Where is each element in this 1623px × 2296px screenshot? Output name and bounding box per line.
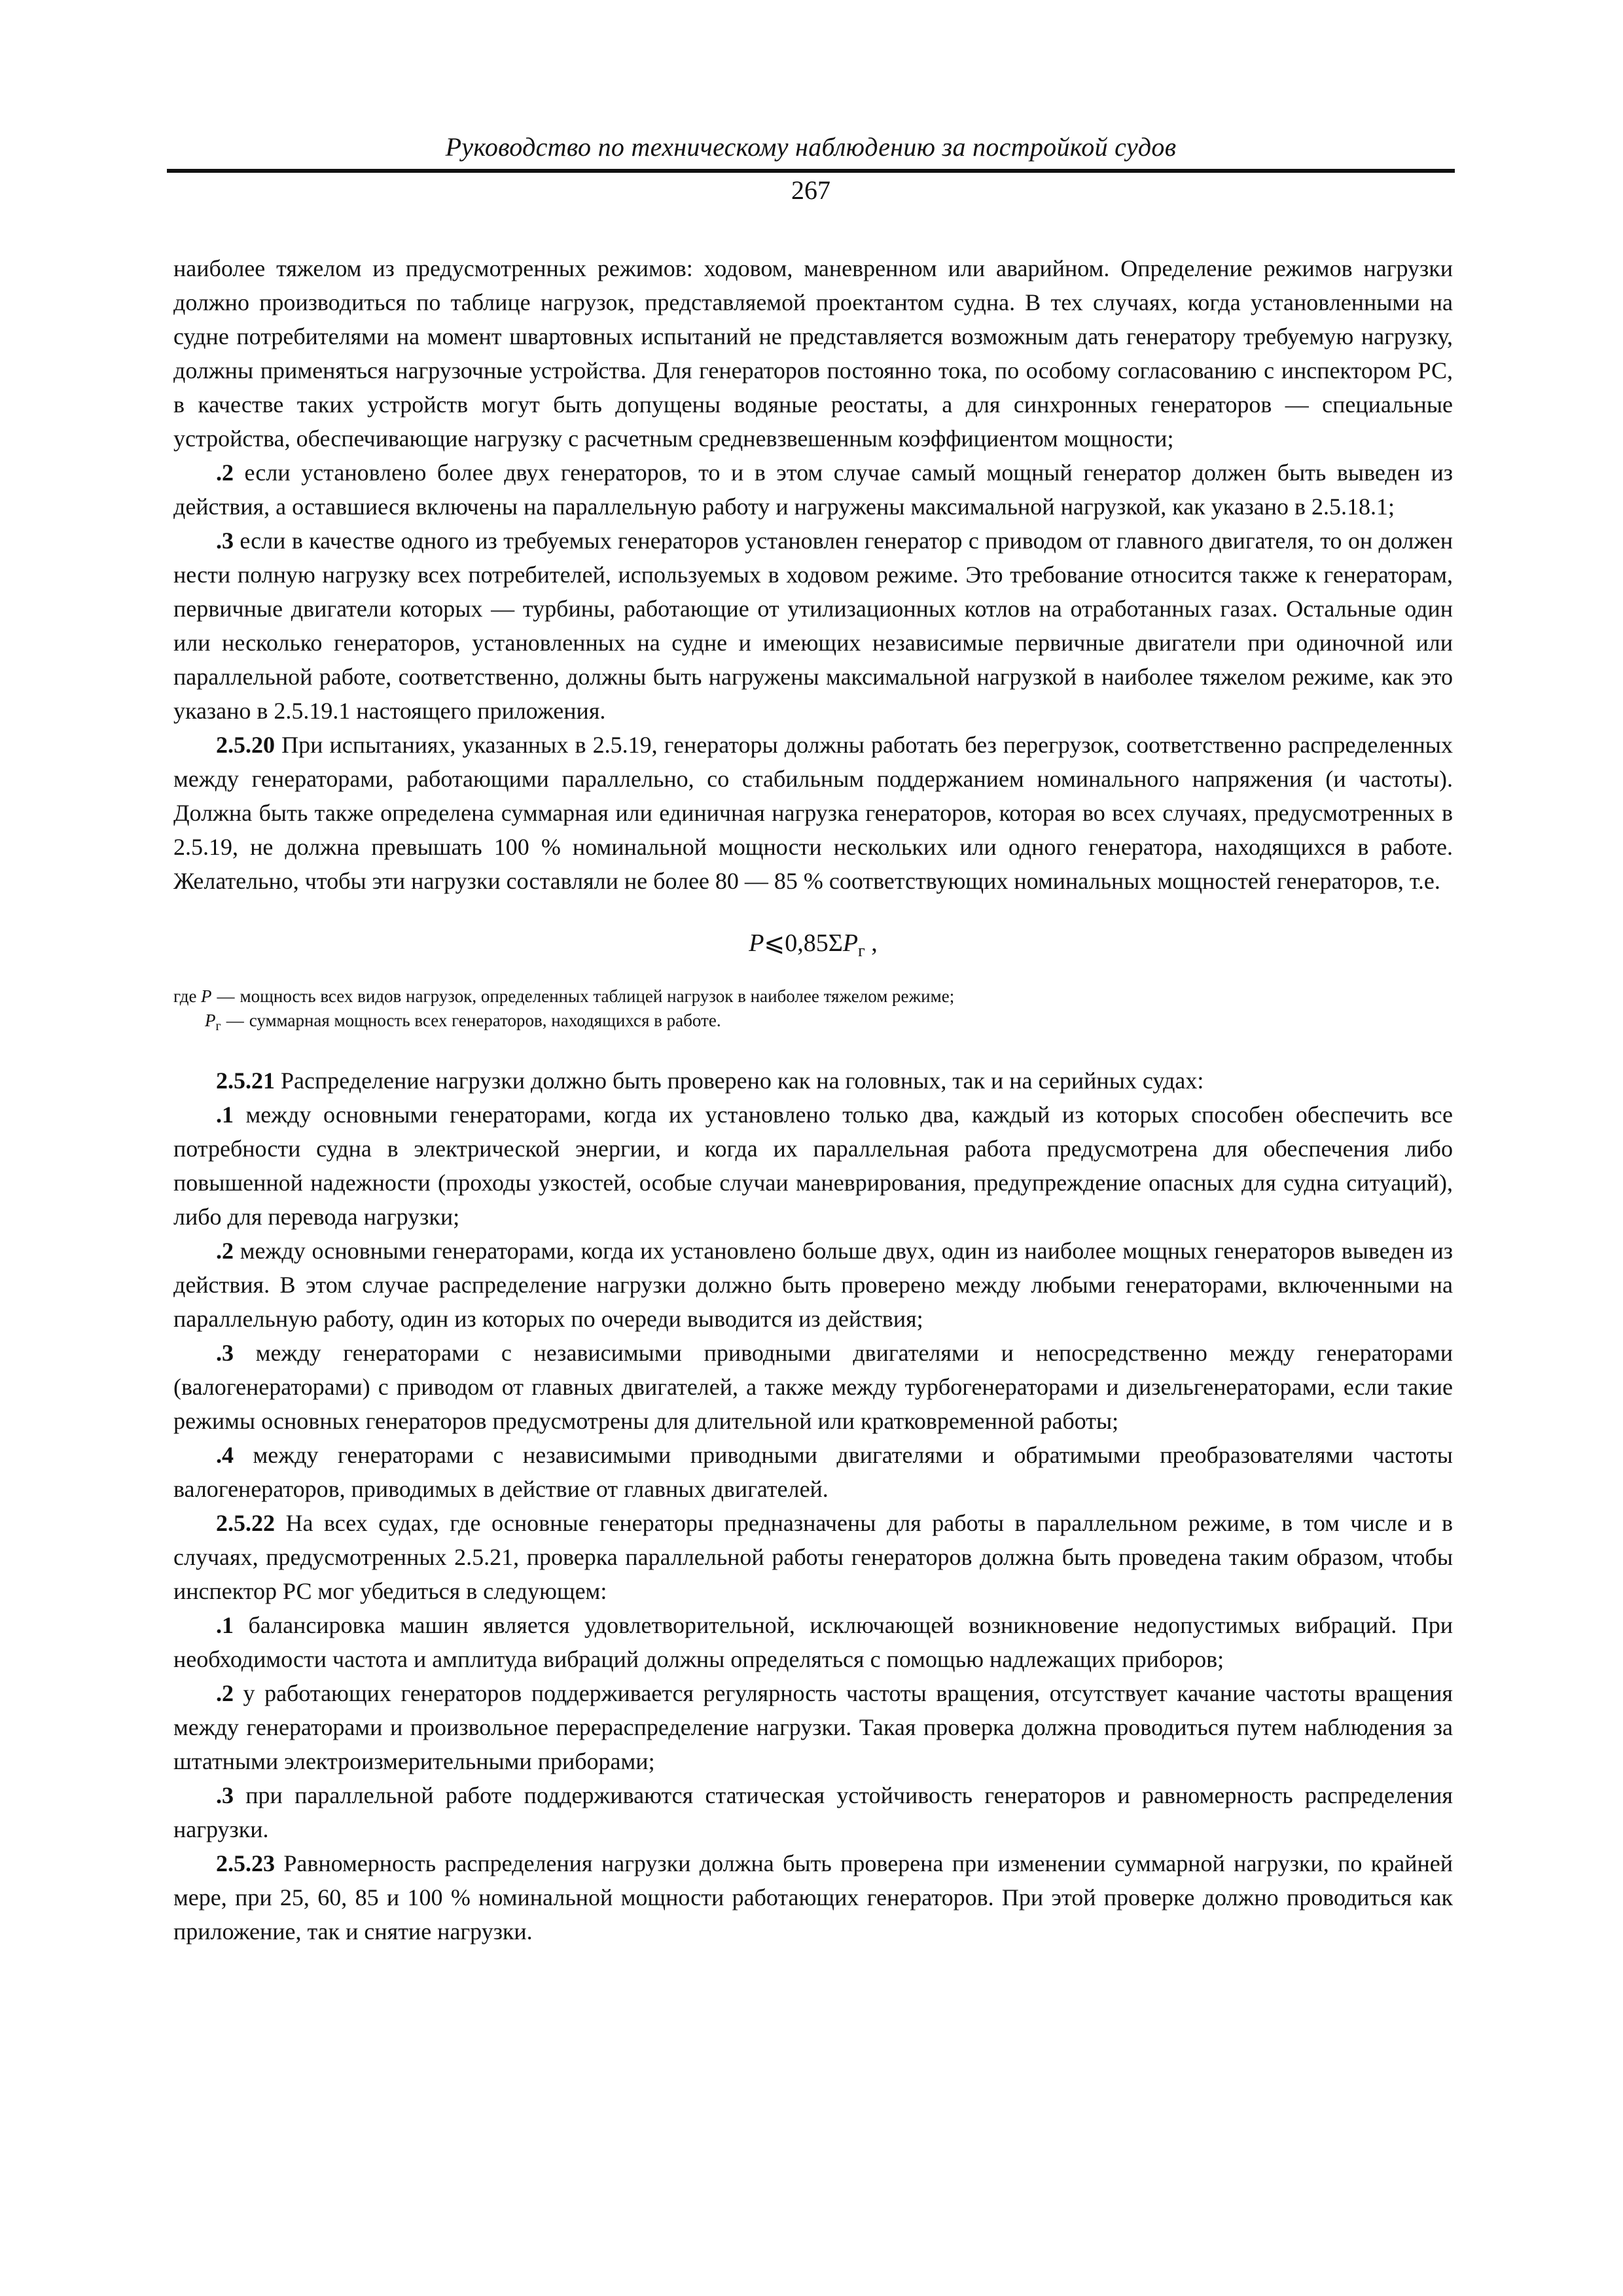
legend-where-word: где [173, 986, 197, 1006]
formula-lhs: P [749, 929, 764, 957]
legend-symbol-subscript: г [215, 1019, 221, 1033]
paragraph-number: .2 [216, 459, 234, 486]
legend-dash: — [217, 986, 235, 1006]
paragraph-number: .3 [216, 1782, 234, 1808]
paragraph-text: между основными генераторами, когда их установлено только два, каждый из которых способен обеспечить все потребности судна в электрической энергии, и когда их параллельная работа предусмотрена для обеспечения либо повышенной надежности (проходы узкостей, особые случаи маневрирования, предупреждение опасных для судна ситуаций), либо для перевода нагрузки; [173, 1102, 1453, 1230]
paragraph [173, 524, 1453, 728]
paragraph-number: .3 [216, 528, 234, 554]
formula [173, 927, 1453, 967]
legend-text: мощность всех видов нагрузок, определенных таблицей нагрузок в наиболее тяжелом режиме; [240, 986, 955, 1006]
legend-row-p [173, 984, 1453, 1009]
paragraph-number: .3 [216, 1340, 234, 1366]
paragraph-number: 2.5.21 [216, 1067, 275, 1094]
paragraph [173, 1438, 1453, 1506]
paragraph [173, 728, 1453, 898]
body-text [173, 251, 1453, 1948]
paragraph-text: На всех судах, где основные генераторы предназначены для работы в параллельном режиме, в том числе и в случаях, предусмотренных 2.5.21, проверка параллельной работы генераторов должна быть проведена таким образом, чтобы инспектор РС мог убедиться в следующем: [173, 1510, 1453, 1604]
formula-sum: Σ [828, 929, 843, 957]
paragraph-number: 2.5.23 [216, 1850, 275, 1876]
paragraph [173, 1506, 1453, 1608]
paragraph-number: .1 [216, 1612, 234, 1638]
paragraph-number: .4 [216, 1442, 234, 1468]
page-number: 267 [791, 175, 830, 205]
paragraph-text: между генераторами с независимыми приводными двигателями и обратимыми преобразователями частоты валогенераторов, приводимых в действие от главных двигателей. [173, 1442, 1453, 1502]
paragraph [173, 251, 1453, 456]
formula-legend [173, 984, 1453, 1039]
legend-dash: — [226, 1011, 244, 1030]
legend-symbol-base: P [205, 1011, 216, 1030]
page-header [167, 131, 1455, 207]
paragraph [173, 1234, 1453, 1336]
legend-symbol: P [201, 986, 212, 1006]
legend-symbol [205, 1009, 221, 1039]
paragraph [173, 1098, 1453, 1234]
paragraph-number: 2.5.20 [216, 732, 275, 758]
paragraph-number: .2 [216, 1238, 234, 1264]
paragraph-text: между генераторами с независимыми приводными двигателями и непосредственно между генераторами (валогенераторами) с приводом от главных двигателей, а также между турбогенераторами и дизельгенераторами, если такие режимы основных генераторов предусмотрены для длительной или кратковременной работы; [173, 1340, 1453, 1434]
paragraph-text: между основными генераторами, когда их установлено больше двух, один из наиболее мощных генераторов выведен из действия. В этом случае распределение нагрузки должно быть проверено между любыми генераторами, включенными на параллельную работу, один из которых по очереди выводится из действия; [173, 1238, 1453, 1332]
paragraph-text: Распределение нагрузки должно быть проверено как на головных, так и на серийных судах: [275, 1067, 1204, 1094]
paragraph-number: .1 [216, 1102, 234, 1128]
paragraph [173, 1846, 1453, 1948]
paragraph [173, 1778, 1453, 1846]
formula-rhs: P [842, 929, 859, 957]
paragraph-text: При испытаниях, указанных в 2.5.19, генераторы должны работать без перегрузок, соответственно распределенных между генераторами, работающими параллельно, со стабильным поддержанием номинального напряжения (и частоты). Должна быть также определена суммарная или единичная нагрузка генераторов, которая во всех случаях, предусмотренных в 2.5.19, не должна превышать 100 % номинальной мощности нескольких или одного генератора, находящихся в работе. Желательно, чтобы эти нагрузки составляли не более 80 — 85 % соответствующих номинальных мощностей генераторов, т.е. [173, 732, 1453, 894]
formula-relation: ⩽ [764, 929, 785, 957]
legend-text: суммарная мощность всех генераторов, находящихся в работе. [249, 1011, 721, 1030]
paragraph [173, 1336, 1453, 1438]
paragraph-text: при параллельной работе поддерживаются статическая устойчивость генераторов и равномерность распределения нагрузки. [173, 1782, 1453, 1842]
paragraph-text: если в качестве одного из требуемых генераторов установлен генератор с приводом от главного двигателя, то он должен нести полную нагрузку всех потребителей, используемых в ходовом режиме. Это требование относится также к генераторам, первичные двигатели которых — турбины, работающие от утилизационных котлов на отработанных газах. Остальные один или несколько генераторов, установленных на судне и имеющих независимые первичные двигатели при одиночной или параллельной работе, соответственно, должны быть нагружены максимальной нагрузкой в наиболее тяжелом режиме, как это указано в 2.5.19.1 настоящего приложения. [173, 528, 1453, 724]
formula-rhs-subscript: г [858, 941, 865, 960]
paragraph [173, 1676, 1453, 1778]
header-rule [167, 169, 1455, 173]
formula-trail: , [865, 929, 878, 957]
paragraphs-bottom [173, 1064, 1453, 1948]
paragraph [173, 1064, 1453, 1098]
paragraph-number: 2.5.22 [216, 1510, 275, 1536]
paragraph-text: если установлено более двух генераторов, то и в этом случае самый мощный генератор должен быть выведен из действия, а оставшиеся включены на параллельную работу и нагружены максимальной нагрузкой, как указано в 2.5.18.1; [173, 459, 1453, 520]
paragraph [173, 1608, 1453, 1676]
formula-coefficient: 0,85 [785, 929, 829, 957]
paragraph-number: .2 [216, 1680, 234, 1706]
paragraph-text: у работающих генераторов поддерживается регулярность частоты вращения, отсутствует качание частоты вращения между генераторами и произвольное перераспределение нагрузки. Такая проверка должна проводиться путем наблюдения за штатными электроизмерительными приборами; [173, 1680, 1453, 1774]
paragraph [173, 456, 1453, 524]
paragraph-text: Равномерность распределения нагрузки должна быть проверена при изменении суммарной нагрузки, по крайней мере, при 25, 60, 85 и 100 % номинальной мощности работающих генераторов. При этой проверке должно проводиться как приложение, так и снятие нагрузки. [173, 1850, 1453, 1945]
paragraphs-top [173, 251, 1453, 898]
paragraph-text: балансировка машин является удовлетворительной, исключающей возникновение недопустимых вибраций. При необходимости частота и амплитуда вибраций должны определяться с помощью надлежащих приборов; [173, 1612, 1453, 1672]
running-title: Руководство по техническому наблюдению за постройкой судов [445, 132, 1177, 162]
legend-row-pg [173, 1009, 1453, 1039]
paragraph-text: наиболее тяжелом из предусмотренных режимов: ходовом, маневренном или аварийном. Определение режимов нагрузки должно производиться по таблице нагрузок, представляемой проектантом судна. В тех случаях, когда установленными на судне потребителями на момент швартовных испытаний не представляется возможным дать генератору требуемую нагрузку, должны применяться нагрузочные устройства. Для генераторов постоянно тока, по особому согласованию с инспектором РС, в качестве таких устройств могут быть допущены водяные реостаты, а для синхронных генераторов — специальные устройства, обеспечивающие нагрузку с расчетным средневзвешенным коэффициентом мощности; [173, 255, 1453, 452]
